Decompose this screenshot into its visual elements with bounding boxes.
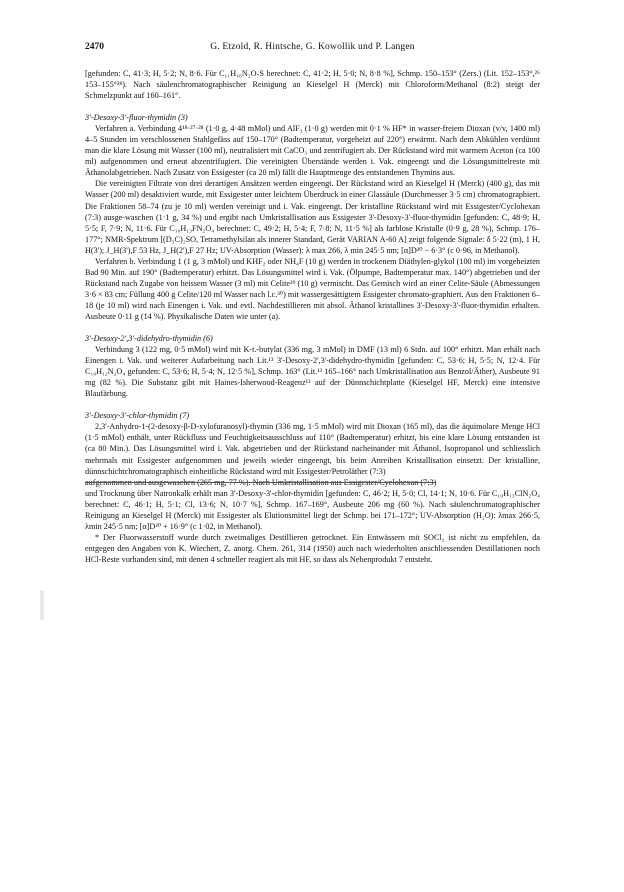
paragraph-chlor-struck-line: aufgenommen und ausgewaschen (265 mg, 77 %). Nach Umkristallisation aus Essigester/Cyclohexan (7:3) [85,477,437,487]
paragraph-continuation: [gefunden: C, 41·3; H, 5·2; N, 8·6. Für C₁₁H₁₆N₂O₇S berechnet: C, 41·2; H, 5·0; N, 8·8 %], Schmp. 150–153° (Zers.) (Lit. 152–153°,²⁶ 153–155°²⁸). Nach säulenchromatographischer Reinigung an Kieselgel H (Merck) mit Chloroform/Methanol (8:2) steigt der Schmelzpunkt auf 160–161°. [85,69,540,101]
page-number: 2470 [85,42,104,52]
paragraph-didehydro: Verbindung 3 (122 mg, 0·5 mMol) wird mit K-t.-butylat (336 mg, 3 mMol) in DMF (13 ml) 6 Stdn. auf 100° erhitzt. Man erhält nach Einengen i. Vak. und weiterer Aufarbeitung nach Lit.¹³ 3'-Desoxy-2',3'-didehydro-thymidin [gefunden: C, 53·6; H, 5·5; N, 12·4. Für C₁₀H₁₂N₂O₄ gefunden: C, 53·6; H, 5·4; N, 12·5 %], Schmp. 163° (Lit.¹³ 165–166° nach Umkristallisation aus Benzol/Äther), Ausbeute 91 mg (82 %). Die Substanz gibt mit Haines-Isherwood-Reagenz¹² auf der Dünnschichtplatte (Kieselgel HF, Merck) eine intensive Blaufärbung. [85,345,540,399]
section-heading-fluor-thymidin: 3'-Desoxy-3'-fluor-thymidin (3) [85,113,188,123]
paragraph-chlor-part2: und Trocknung über Natronkalk erhält man 3'-Desoxy-3'-chlor-thymidin [gefunden: C, 46·2; H, 5·0; Cl, 14·1; N, 10·6. Für C₁₀H₁₃ClN₂O₄ berechnet: C, 46·1; H, 5·1; Cl, 13·6; N, 10·7 %], Schmp. 167–169°, Ausbeute 206 mg (60 %). Nach säulenchromatographischer Reinigung an Kieselgel H (Merck) mit Essigester als Elutionsmittel liegt der Schmp. bei 171–172°; UV-Absorption (H₂O): λmax 266·5, λmin 245·5 nm; [α]D²⁰ + 16·9° (c 1·02, in Methanol). [85,488,540,531]
footnote: * Der Fluorwasserstoff wurde durch zweimaliges Destillieren getrocknet. Ein Entwässern mit SOCl₂ ist nicht zu empfehlen, da entgegen den Angaben von K. Wiechert, Z. anorg. Chem. 261, 314 (1950) auch nach wiederholten anschliessenden Destillationen noch HCl-Reste vorhanden sind, mit denen 4 schneller reagiert als mit HF, so dass als Nebenprodukt 7 entsteht. [85,532,540,564]
scan-margin-mark [40,590,44,620]
paragraph-chromatography: Die vereinigten Filtrate von drei derartigen Ansätzen werden eingeengt. Der Rückstand wird an Kieselgel H (Merck) (400 g), das mit Wasser (200 ml) desaktiviert wurde, mit Essigester unter leichtem Überdruck in einer Glassäule (Durchmesser 3·5 cm) chromatographiert. Die Fraktionen 58–74 (zu je 10 ml) werden vereinigt und i. Vak. eingeengt. Der kristalline Rückstand wird mit Essigester/Cyclohexan (7:3) ausge-waschen (1·1 g, 34 %) und ergibt nach Umkristallisation aus Essigester 3'-Desoxy-3'-fluor-thymidin [gefunden: C, 48·9; H, 5·5; F, 7·9; N, 11·6. Für C₁₀H₁₃FN₂O₄ berechnet: C, 49·2; H, 5·4; F, 7·8; N, 11·5 %] als farblose Kristalle (0·9 g, 28 %), Schmp. 176–177°; NMR-Spektrum [(D₃C)₂SO, Tetramethylsilan als innerer Standard, Gerät VARIAN A-60 A] zeigt folgende Signale: δ 5·22 (m), 1 H, H(3'); J_H(3'),F 53 Hz, J_H(2'),F 27 Hz; UV-Absorption (Wasser): λ max 266, λ min 245·5 nm; [α]D²⁰ − 6·3° (c 0·96, in Methanol). [85,179,540,255]
section-heading-chlor-thymidin: 3'-Desoxy-3'-chlor-thymidin (7) [85,411,190,421]
paragraph-chlor-part1: 2,3'-Anhydro-1-(2-desoxy-β-D-xylofuranosyl)-thymin (336 mg, 1·5 mMol) wird mit Dioxan (165 ml), das die äquimolare Menge HCl (1·5 mMol) enthält, unter Rückfluss und Feuchtigkeitsausschluss auf 110° (Badtemperatur) erhitzt, bis eine klare Lösung entstanden ist (ca 80 Min.). Das Lösungsmittel wird i. Vak. abgetrieben und der Rückstand nacheinander mit Äthanol, Isopropanol und schliesslich mehrmals mit Essigester aufgenommen und jeweils wieder eingeengt, bis beim Anreiben Kristallisation einsetzt. Der kristalline, dünnschichtchromatographisch einheitliche Rückstand wird mit Essigester/Petroläther (7:3) [85,422,540,476]
paragraph-verfahren-a: Verfahren a. Verbindung 4¹⁸·²⁷·²⁸ (1·0 g, 4·48 mMol) und AlF₃ (1·0 g) werden mit 0·1 % HF* in wasser-freiem Dioxan (v/v, 1400 ml) 4–5 Stunden im verschlossenen Stahlgefäss auf 150–170° (Badtemperatur, vorgeheizt auf 220°) erwärmt. Nach dem Abkühlen verdünnt man die klare Lösung mit Wasser (100 ml), neutralisiert mit CaCO₃ und zentrifugiert ab. Der Rückstand wird mit warmem Aceton (ca 100 ml) aufgenommen und erneut abzentrifugiert. Die vereinigten Überstände werden i. Vak. eingeengt und die Lösungsmittelreste mit Äthanolabgetrieben. Nach Zusatz von Essigester (ca 20 ml) fällt die Hauptmenge des entstandenen Thymins aus. [85,124,540,178]
running-title: G. Etzold, R. Hintsche, G. Kowollik und P. Langen [210,42,415,52]
section-heading-didehydro-thymidin: 3'-Desoxy-2',3'-didehydro-thymidin (6) [85,334,213,344]
page-header [85,42,540,56]
article-body [85,68,540,565]
paragraph-verfahren-b: Verfahren b. Verbindung 1 (1 g, 3 mMol) und KHF₂ oder NH₄F (10 g) werden in trockenem Diäthylen-glykol (100 ml) im vorgeheizten Bad 90 Min. auf 190° (Badtemperatur) erhitzt. Das Lösungsmittel wird i. Vak. (Ölpumpe, Badtemperatur max. 140°) abgetrieben und der Rückstand nach Zugabe von heissem Wasser (3 ml) mit Celite²⁹ (10 g) vermischt. Das Gemisch wird an einer Celite-Säule (Abmessungen 3·6 × 83 cm; Füllung 400 g Celite/120 ml Wasser nach l.c.³⁰) mit wassergesättigtem Essigester chromato-graphiert. Aus den Fraktionen 6–18 (je 10 ml) wird nach Einengen i. Vak. und evtl. Nachdestillieren mit absol. Äthanol kristallines 3'-Desoxy-3'-fluor-thymidin erhalten. Ausbeute 0·11 g (14 %). Physikalische Daten wie unter (a). [85,256,540,321]
